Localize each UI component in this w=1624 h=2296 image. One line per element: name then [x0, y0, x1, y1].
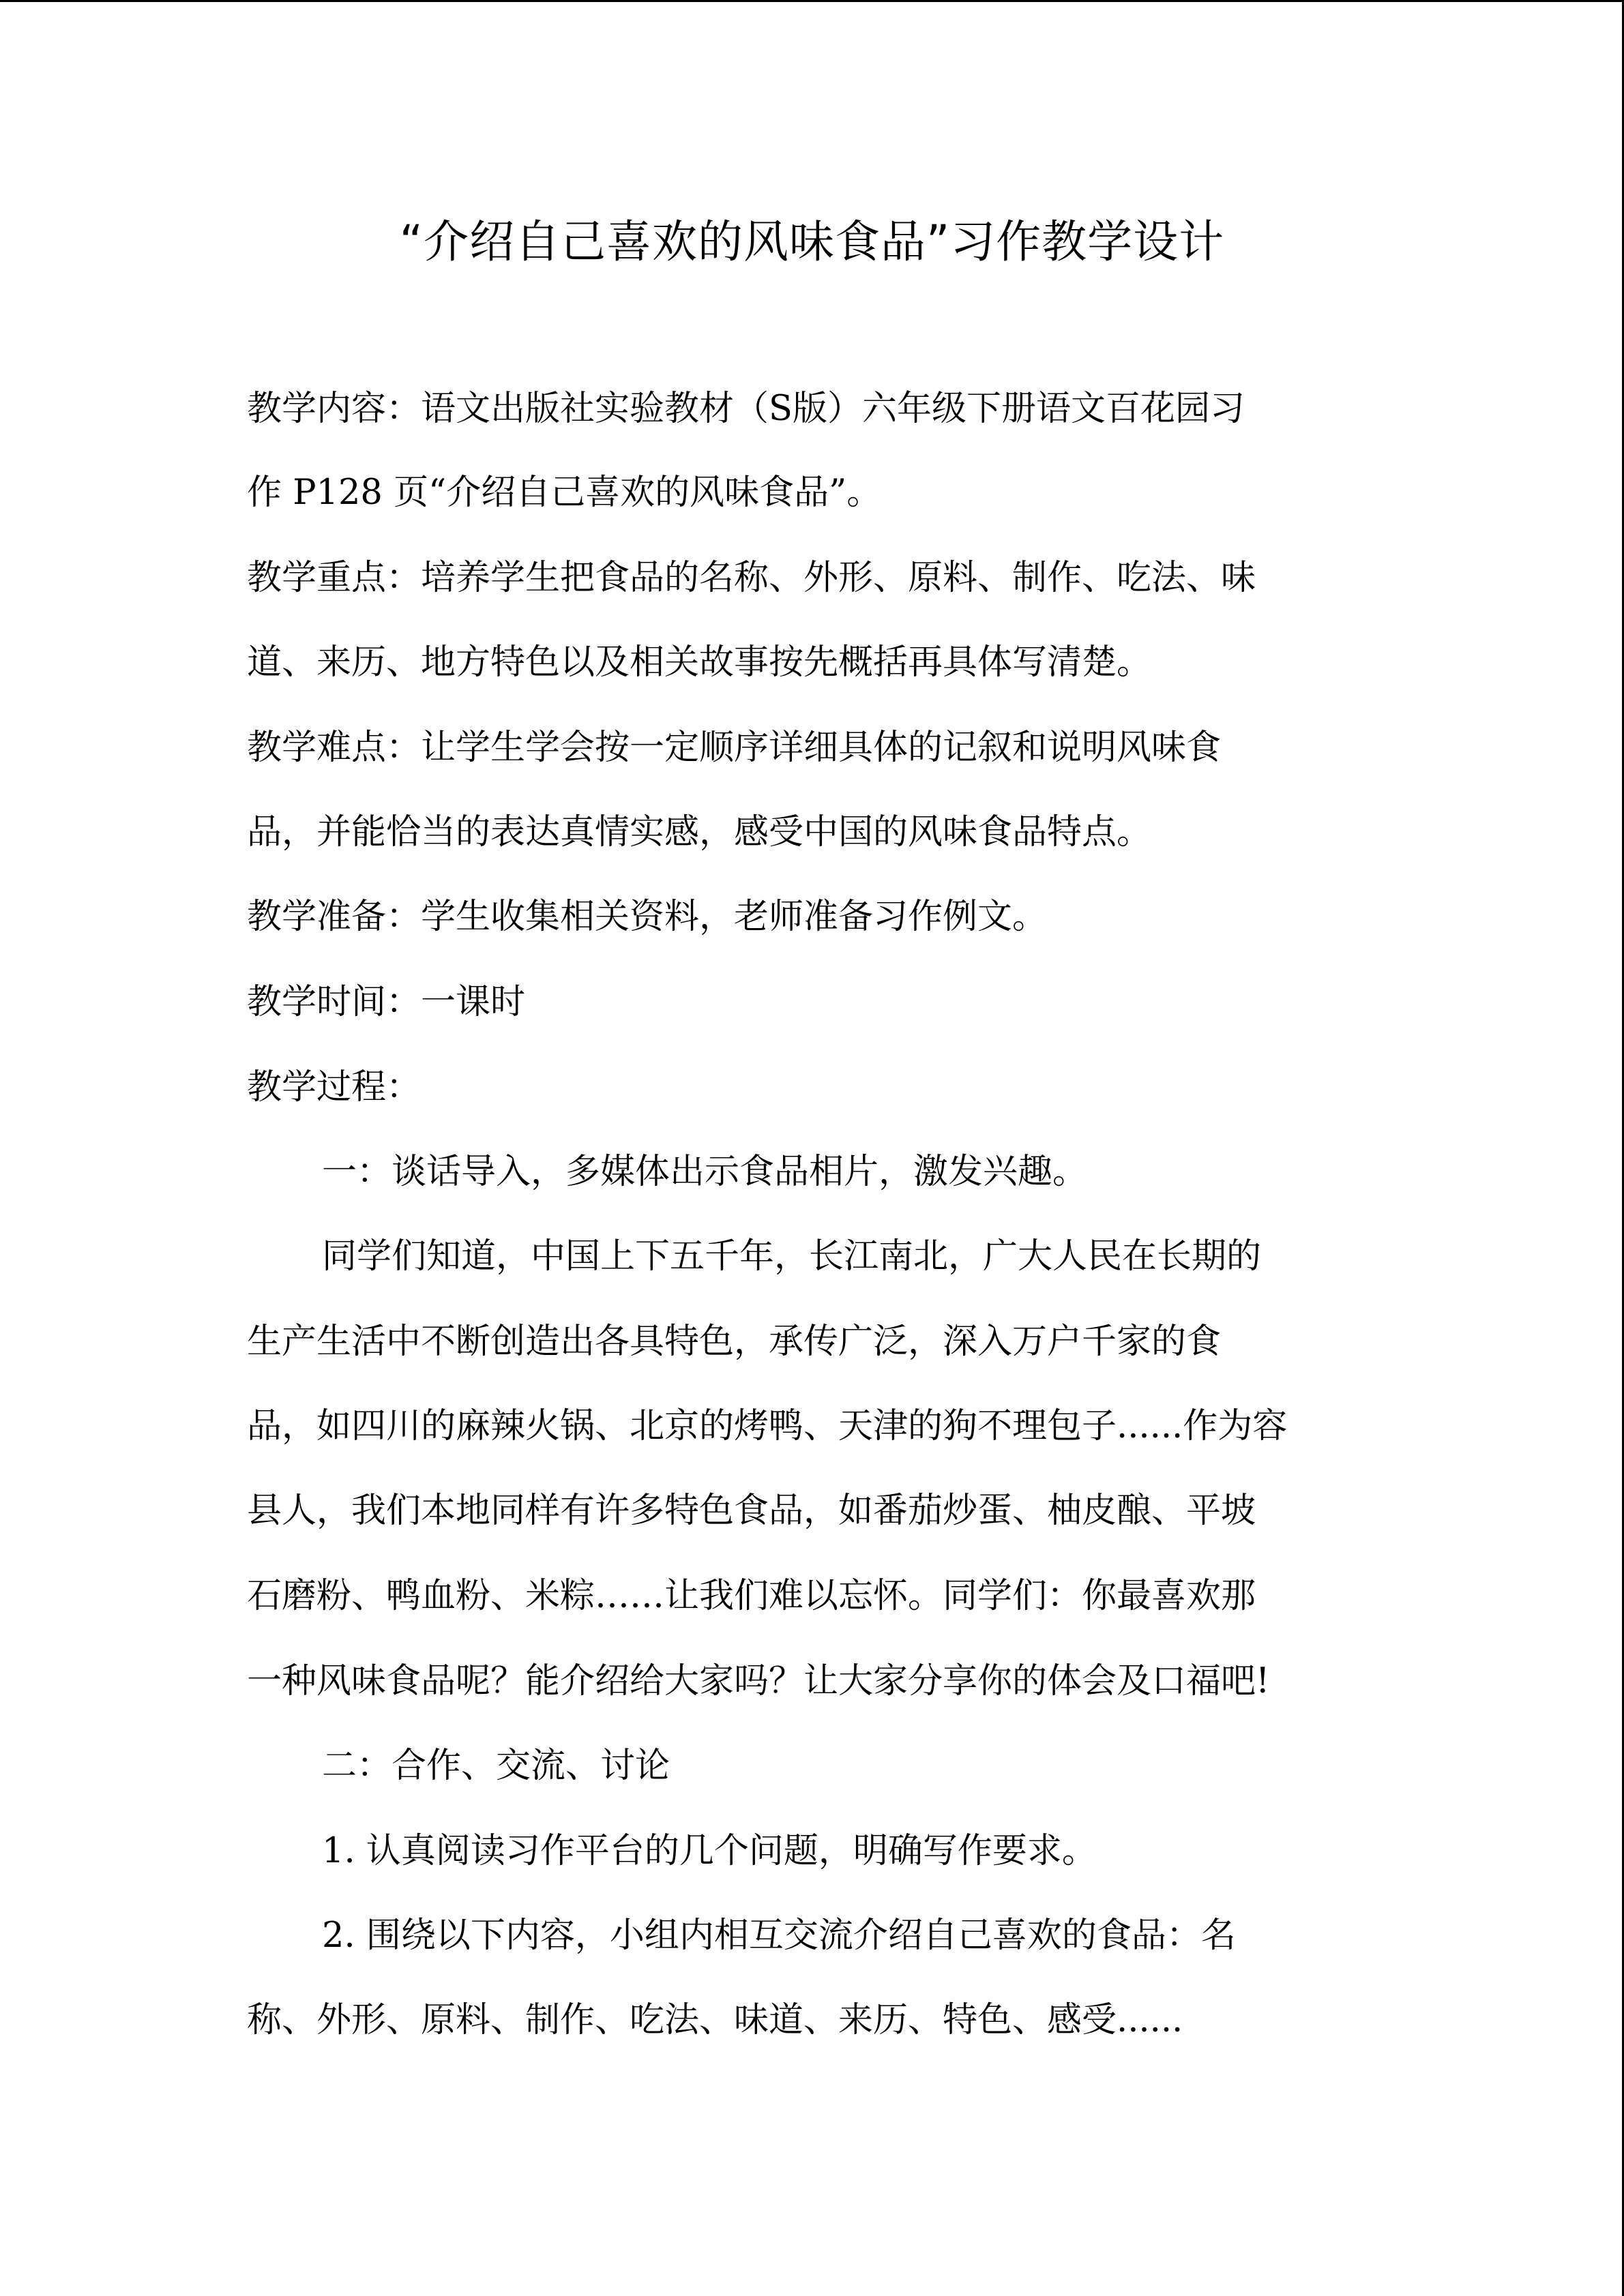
document-title: “介绍自己喜欢的风味食品”习作教学设计: [399, 215, 1225, 268]
line-paragraph-2: 生产生活中不断创造出各具特色，承传广泛，深入万户千家的食: [247, 1322, 1222, 1362]
line-teaching-difficulty: 教学难点：让学生学会按一定顺序详细具体的记叙和说明风味食: [247, 728, 1222, 768]
line-paragraph-6: 一种风味食品呢？能介绍给大家吗？让大家分享你的体会及口福吧!: [247, 1661, 1270, 1701]
line-item-1: 1. 认真阅读习作平台的几个问题，明确写作要求。: [322, 1831, 1097, 1871]
line-teaching-preparation: 教学准备：学生收集相关资料，老师准备习作例文。: [247, 897, 1048, 937]
line-paragraph-1: 同学们知道，中国上下五千年，长江南北，广大人民在长期的: [322, 1236, 1262, 1277]
line-section-two-heading: 二：合作、交流、讨论: [322, 1746, 670, 1786]
line-teaching-focus-cont: 道、来历、地方特色以及相关故事按先概括再具体写清楚。: [247, 642, 1152, 683]
line-teaching-process: 教学过程：: [247, 1067, 422, 1107]
line-paragraph-5: 石磨粉、鸭血粉、米粽……让我们难以忘怀。同学们：你最喜欢那: [247, 1576, 1256, 1616]
line-teaching-focus: 教学重点：培养学生把食品的名称、外形、原料、制作、吃法、味: [247, 558, 1256, 598]
page-top-border: [0, 0, 1624, 2]
line-item-2-cont: 称、外形、原料、制作、吃法、味道、来历、特色、感受......: [247, 2000, 1183, 2040]
line-teaching-content-cont: 作 P128 页“介绍自己喜欢的风味食品”。: [247, 473, 882, 513]
line-paragraph-3: 品，如四川的麻辣火锅、北京的烤鸭、天津的狗不理包子......作为容: [247, 1406, 1288, 1446]
line-section-one-heading: 一：谈话导入，多媒体出示食品相片，激发兴趣。: [322, 1152, 1088, 1192]
line-item-2: 2. 围绕以下内容，小组内相互交流介绍自己喜欢的食品：名: [322, 1915, 1236, 1956]
line-teaching-time: 教学时间：一课时: [247, 982, 526, 1022]
line-teaching-content: 教学内容：语文出版社实验教材（S版）六年级下册语文百花园习: [247, 389, 1245, 429]
line-paragraph-4: 县人，我们本地同样有许多特色食品，如番茄炒蛋、柚皮酿、平坡: [247, 1491, 1256, 1531]
line-teaching-difficulty-cont: 品，并能恰当的表达真情实感，感受中国的风味食品特点。: [247, 812, 1152, 852]
